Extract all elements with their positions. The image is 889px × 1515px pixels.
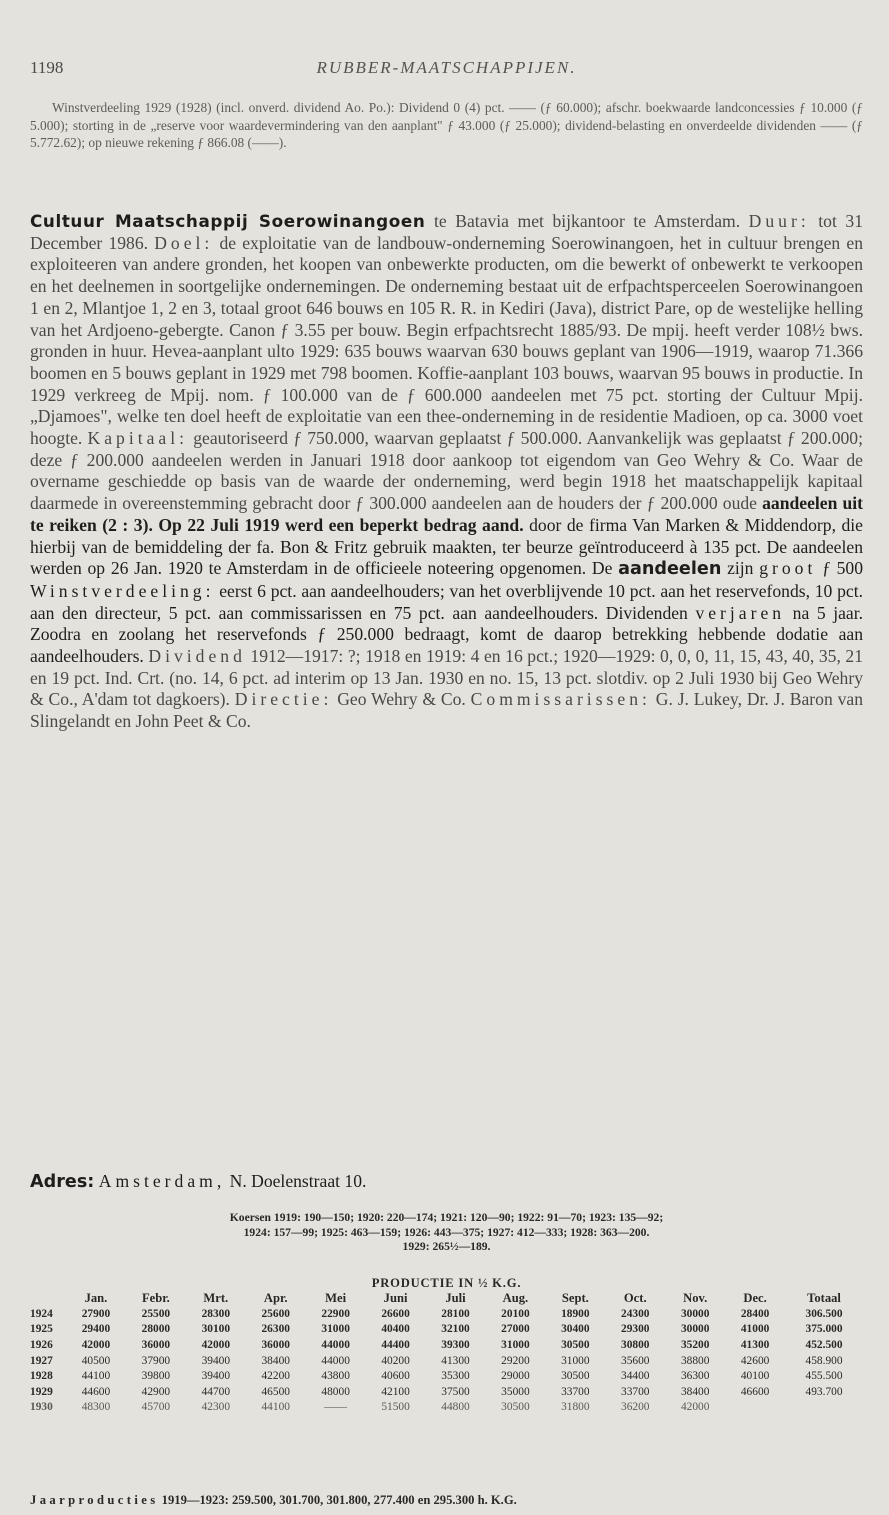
table-cell: 41300 <box>740 1338 770 1351</box>
table-cell: 28300 <box>201 1307 231 1320</box>
header-nov: Nov. <box>683 1290 708 1305</box>
table-cell: 39300 <box>441 1338 470 1351</box>
table-cell: 26300 <box>261 1323 290 1336</box>
table-cell: 22900 <box>321 1307 350 1320</box>
winstverdeeling-text: Winstverdeeling 1929 (1928) (incl. onverd. dividend Ao. Po.): Dividend 0 (4) pct. —— (ƒ 60.000); afschr. boekwaarde landconcessies ƒ 10.000 (ƒ 5.000); storting in de „reserve voor waardevermindering van den aanplant" ƒ 43.000 (ƒ 25.000); dividend-belasting en onverdeelde dividenden —— (ƒ 5.772.62); op nieuwe rekening ƒ 866.08 (——). <box>30 100 863 151</box>
table-cell: 25500 <box>141 1307 171 1320</box>
duur-label: Duur: <box>748 211 810 231</box>
table-cell-year: 1927 <box>30 1354 53 1367</box>
header-febr: Febr. <box>141 1290 170 1305</box>
table-row <box>30 1400 863 1416</box>
table-cell: 455.500 <box>805 1370 843 1383</box>
table-cell: —— <box>324 1401 348 1414</box>
article-text-8: ƒ 500 <box>816 558 863 579</box>
article-text-3: de exploitatie van de landbouw-onderneming Soerowinangoen, het in cultuur brengen en exploiteeren van andere gronden, het koopen van onbewerkte producten, om die bewerkt of onbewerkt te verkoopen en het deelnemen in soortgelijke ondernemingen. De onderneming bestaat uit de erfpachtsperceelen Soerowinangoen 1 en 2, Mlantjoe 1, 2 en 3, totaal groot 646 bouws en 105 R. R. in Kediri (Java), district Pare, op de westelijke helling van het Ardjoeno-gebergte. Canon ƒ 3.55 per bouw. Begin erfpachtsrecht 1885/93. De mpij. heeft verder 108½ bws. gronden in huur. Hevea-aanplant ulto 1929: 635 bouws waarvan 630 bouws geplant van 1906—1919, waarop 71.366 boomen en 5 bouws geplant in 1929 met 798 boomen. Koffie-aanplant 103 bouws, waarvan 95 bouws in productie. In 1929 verkreeg de Mpij. nom. ƒ 100.000 van de ƒ 600.000 aandeelen met 75 pct. storting der Cultuur Mpij. „Djamoes", welke ten doel heeft de exploitatie van een thee-onderneming in de residentie Madioen, op ca. 3000 voet hoogte. <box>30 232 863 449</box>
table-cell: 375.000 <box>805 1323 843 1336</box>
table-cell: 40100 <box>740 1370 770 1383</box>
table-cell: 28400 <box>740 1307 770 1320</box>
jaarproducties-line <box>30 1493 863 1508</box>
company-article <box>30 211 863 733</box>
table-cell: 42000 <box>680 1401 710 1414</box>
table-cell: 30400 <box>561 1323 590 1336</box>
table-cell: 42100 <box>381 1385 410 1398</box>
jaarproducties-label: Jaarproducties <box>30 1493 159 1507</box>
table-cell: 44600 <box>81 1385 111 1398</box>
table-cell: 31000 <box>321 1323 350 1336</box>
table-cell: 40600 <box>381 1370 410 1383</box>
table-cell: 51500 <box>381 1401 410 1414</box>
table-cell: 30100 <box>201 1323 231 1336</box>
table-cell: 43800 <box>321 1370 350 1383</box>
table-cell: 452.500 <box>805 1338 843 1351</box>
adres-street: N. Doelenstraat 10. <box>225 1171 367 1191</box>
table-row <box>30 1384 863 1400</box>
header-juni: Juni <box>383 1290 408 1305</box>
article-text-9: eerst 6 pct. aan aandeelhouders; van het overblijvende 10 pct. aan het reservefonds, 10 pct. aan den directeur, 5 pct. aan commissarissen en 75 pct. aan aandeelhouders. Dividenden <box>30 580 863 623</box>
table-cell: 45700 <box>141 1401 171 1414</box>
article-text-6: door de firma Van Marken & Middendorp, die hierbij van de bemiddeling der fa. Bon & Fritz gebruik maakten, ter beurze geïntroduceerd à 135 pct. De aandeelen werden op 26 Jan. 1920 te Amsterdam in de officieele noteering opgenomen. De <box>30 514 863 579</box>
article-text-13: G. J. Lukey, Dr. J. Baron van Slingelandt en John Peet & Co. <box>30 689 864 732</box>
table-cell: 35200 <box>680 1338 710 1351</box>
table-row <box>30 1337 863 1353</box>
table-cell: 41300 <box>441 1354 470 1367</box>
table-cell-year: 1924 <box>30 1307 53 1320</box>
adres-city: Amsterdam, <box>98 1171 226 1191</box>
table-cell: 30500 <box>501 1401 530 1414</box>
table-cell: 32100 <box>441 1323 470 1336</box>
koersen-line-1: Koersen 1919: 190—150; 1920: 220—174; 1921: 120—90; 1922: 91—70; 1923: 135—92; <box>229 1211 664 1224</box>
table-cell: 42900 <box>141 1385 171 1398</box>
table-cell: 42000 <box>201 1338 231 1351</box>
production-header-row <box>30 1290 863 1306</box>
table-cell: 26600 <box>381 1307 410 1320</box>
table-cell: 41000 <box>740 1323 770 1336</box>
table-cell: 306.500 <box>805 1307 843 1320</box>
document-page <box>30 0 863 1515</box>
table-cell: 34400 <box>621 1370 650 1383</box>
table-cell: 37500 <box>441 1385 470 1398</box>
commissarissen-label: Commissarissen: <box>470 689 651 710</box>
table-cell: 39400 <box>201 1354 231 1367</box>
production-table-body <box>30 1306 863 1415</box>
table-cell: 29400 <box>81 1323 111 1336</box>
article-text-2: tot 31 December 1986. <box>30 211 863 253</box>
production-title: PRODUCTIE IN ½ K.G. <box>371 1276 522 1290</box>
address-line <box>30 1171 863 1192</box>
table-cell: 35000 <box>501 1385 530 1398</box>
table-cell: 46600 <box>740 1385 770 1398</box>
production-table <box>30 1290 863 1415</box>
header-mrt: Mrt. <box>203 1290 229 1305</box>
header-dec: Dec. <box>743 1290 767 1305</box>
table-cell: 40500 <box>81 1354 111 1367</box>
company-name: Cultuur Maatschappij Soerowinangoen <box>30 211 426 231</box>
table-cell: 48000 <box>321 1385 350 1398</box>
table-cell: 36300 <box>680 1370 710 1383</box>
table-cell: 36200 <box>621 1401 650 1414</box>
table-cell: 33700 <box>621 1385 650 1398</box>
table-cell: 35600 <box>621 1354 650 1367</box>
header-oct: Oct. <box>623 1290 647 1305</box>
table-cell: 46500 <box>261 1385 290 1398</box>
table-cell: 40200 <box>381 1354 410 1367</box>
table-cell: 30500 <box>561 1370 590 1383</box>
winstverdeeling-label: Winstverdeeling: <box>30 580 215 601</box>
table-cell: 38800 <box>680 1354 710 1367</box>
table-cell: 44100 <box>261 1401 290 1414</box>
table-cell-year: 1926 <box>30 1338 53 1351</box>
table-cell: 28000 <box>141 1323 171 1336</box>
table-cell <box>785 1400 863 1416</box>
table-cell: 42600 <box>740 1354 770 1367</box>
header-jan: Jan. <box>84 1290 108 1305</box>
page-number: 1198 <box>30 58 64 77</box>
table-cell: 458.900 <box>805 1354 843 1367</box>
table-cell: 31000 <box>501 1338 530 1351</box>
table-cell: 30800 <box>621 1338 650 1351</box>
table-cell: 29000 <box>501 1370 530 1383</box>
article-paragraph <box>30 211 863 733</box>
header-totaal: Totaal <box>807 1290 841 1305</box>
table-cell: 42200 <box>261 1370 290 1383</box>
table-cell: 42000 <box>81 1338 111 1351</box>
koersen-line-3: 1929: 265½—189. <box>402 1240 491 1254</box>
header-year <box>30 1290 66 1306</box>
table-cell-year: 1928 <box>30 1370 53 1383</box>
table-cell: 37900 <box>141 1354 171 1367</box>
table-cell: 38400 <box>261 1354 290 1367</box>
table-cell: 29200 <box>501 1354 530 1367</box>
table-cell: 39800 <box>141 1370 171 1383</box>
header-mei: Mei <box>325 1290 347 1305</box>
table-cell: 27900 <box>81 1307 111 1320</box>
table-cell: 25600 <box>261 1307 290 1320</box>
adres-label: Adres: <box>30 1172 95 1192</box>
article-text-4: geautoriseerd ƒ 750.000, waarvan geplaatst ƒ 500.000. Aanvankelijk was geplaatst ƒ 200.000; deze ƒ 200.000 aandeelen werden in Januari 1918 door aankoop tot eigendom van Geo Wehry & Co. Waar de overname geschiedde op basis van de waarde der onderneming, werd begin 1918 het maatschappelijk kapitaal daarmede in overeenstemming gebracht door ƒ 300.000 aandeelen aan de houders der ƒ 200.000 oude <box>30 428 863 514</box>
table-cell: 30000 <box>680 1307 710 1320</box>
table-cell: 33700 <box>561 1385 590 1398</box>
aandeelen-label: aandeelen <box>618 559 722 580</box>
table-cell <box>725 1400 785 1416</box>
table-cell: 24300 <box>621 1307 650 1320</box>
article-text-7: zijn <box>721 558 760 579</box>
table-cell: 44100 <box>81 1370 111 1383</box>
kapitaal-label: Kapitaal: <box>87 428 188 449</box>
winstverdeeling-paragraph <box>30 99 863 152</box>
header-apr: Apr. <box>263 1290 288 1305</box>
table-cell: 40400 <box>381 1323 410 1336</box>
table-cell: 27000 <box>501 1323 530 1336</box>
running-title: RUBBER-MAATSCHAPPIJEN. <box>316 58 577 77</box>
page-header <box>30 58 863 82</box>
table-cell: 36000 <box>141 1338 171 1351</box>
table-cell: 39400 <box>201 1370 231 1383</box>
table-cell: 44700 <box>201 1385 231 1398</box>
directie-label: Directie: <box>234 689 333 710</box>
table-cell: 29300 <box>621 1323 650 1336</box>
table-cell-year: 1930 <box>30 1401 53 1414</box>
table-cell: 36000 <box>261 1338 290 1351</box>
table-cell-year: 1929 <box>30 1385 53 1398</box>
groot-label: groot <box>759 558 817 579</box>
table-cell: 20100 <box>501 1307 530 1320</box>
table-cell: 18900 <box>561 1307 590 1320</box>
table-row <box>30 1368 863 1384</box>
koersen-line-2: 1924: 157—99; 1925: 463—159; 1926: 443—375; 1927: 412—333; 1928: 363—200. <box>243 1225 650 1239</box>
table-cell: 35300 <box>441 1370 470 1383</box>
header-juli: Juli <box>445 1290 466 1305</box>
koersen-block <box>30 1211 863 1255</box>
table-cell: 31800 <box>561 1401 590 1414</box>
doel-label: Doel: <box>154 232 214 253</box>
table-cell: 44400 <box>381 1338 410 1351</box>
article-text-1: te Batavia met bijkantoor te Amsterdam. <box>425 211 749 231</box>
table-cell: 38400 <box>680 1385 710 1398</box>
table-cell: 30500 <box>561 1338 590 1351</box>
table-cell: 493.700 <box>805 1385 843 1398</box>
table-cell: 30000 <box>680 1323 710 1336</box>
table-row <box>30 1306 863 1322</box>
article-bold-run: aandeelen uit te reiken (2 : 3). Op 22 Juli 1919 werd een beperkt bedrag aand. <box>30 493 863 535</box>
table-cell: 31000 <box>561 1354 590 1367</box>
jaarproducties-text: 1919—1923: 259.500, 301.700, 301.800, 277.400 en 295.300 h. K.G. <box>158 1493 517 1507</box>
table-row <box>30 1353 863 1369</box>
table-cell: 48300 <box>81 1401 111 1414</box>
table-cell: 28100 <box>441 1307 470 1320</box>
dividend-label: Dividend <box>148 646 246 667</box>
verjaren-label: verjaren <box>695 602 786 623</box>
header-sept: Sept. <box>561 1290 589 1305</box>
header-aug: Aug. <box>502 1290 529 1305</box>
table-cell: 44000 <box>321 1354 350 1367</box>
table-row <box>30 1322 863 1338</box>
article-text-10: na 5 jaar. Zoodra en zoolang het reservefonds ƒ 250.000 bedraagt, komt de daarop betrekking hebbende dodatie aan aandeelhouders. <box>30 602 863 667</box>
article-text-11: 1912—1917: ?; 1918 en 1919: 4 en 16 pct.; 1920—1929: 0, 0, 0, 11, 15, 43, 40, 35, 21 en 19 pct. Ind. Crt. (no. 14, 6 pct. ad interim op 13 Jan. 1930 en no. 15, 13 pct. slotdiv. op 2 Juli 1930 bij Geo Wehry & Co., A'dam tot dagkoers). <box>30 646 864 710</box>
table-cell: 44000 <box>321 1338 350 1351</box>
table-cell: 44800 <box>441 1401 470 1414</box>
table-cell-year: 1925 <box>30 1323 53 1336</box>
article-text-12: Geo Wehry & Co. <box>332 689 471 710</box>
table-cell: 42300 <box>201 1401 231 1414</box>
